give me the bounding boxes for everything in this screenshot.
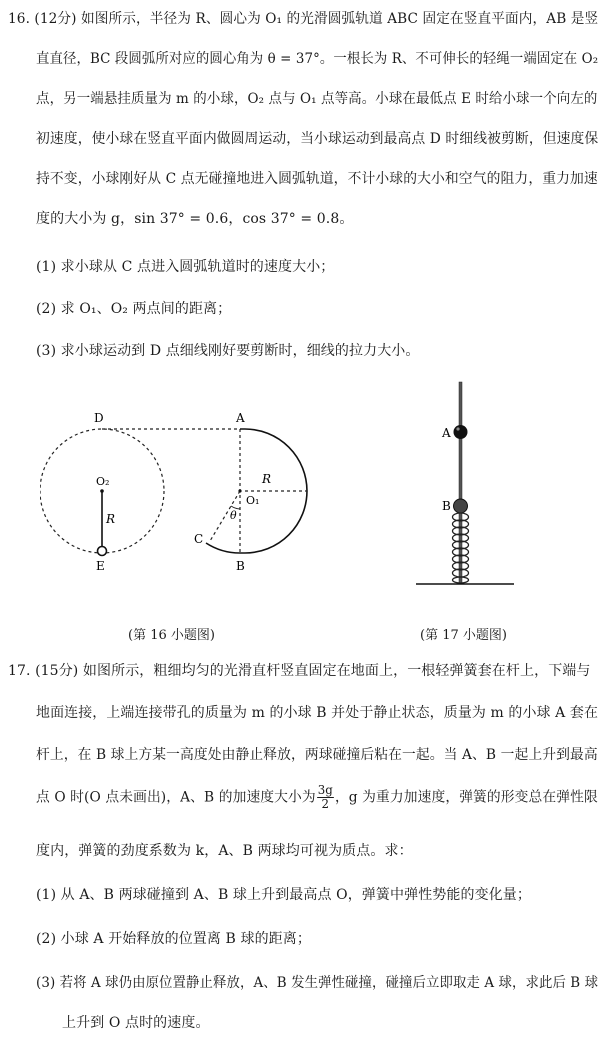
q16-line-6: 度的大小为 g，sin 37° = 0.6，cos 37° = 0.8。: [36, 211, 354, 227]
q17-line-4-pre: 点 O 时(O 点未画出)，A、B 的加速度大小为: [36, 789, 316, 806]
label-b: B: [236, 559, 245, 573]
arc-track-abc: [240, 429, 307, 553]
label-b-17: B: [442, 499, 451, 513]
figure-17-caption: (第 17 小题图): [420, 628, 507, 643]
label-r-right: R: [262, 472, 272, 486]
q16-line-3: 点，另一端悬挂质量为 m 的小球，O₂ 点与 O₁ 点等高。小球在最低点 E 时给小球一个向左的: [36, 91, 598, 107]
q16-sub-2: (2) 求 O₁、O₂ 两点间的距离；: [36, 301, 232, 317]
q17-sub-2: (2) 小球 A 开始释放的位置离 B 球的距离；: [36, 931, 311, 947]
label-e: E: [96, 559, 105, 573]
label-theta: θ: [230, 509, 237, 522]
label-o2: O₂: [96, 475, 110, 488]
q16-sub-3: (3) 求小球运动到 D 点细线刚好要剪断时，细线的拉力大小。: [36, 343, 420, 359]
figure-16-caption: (第 16 小题图): [128, 628, 215, 643]
label-a: A: [236, 411, 245, 425]
q17-line-2: 地面连接，上端连接带孔的质量为 m 的小球 B 并处于静止状态，质量为 m 的小球 A 套在: [36, 705, 599, 721]
q17-sub-3-line-2: 上升到 O 点时的速度。: [62, 1015, 210, 1031]
fraction-3g-over-2: [317, 784, 334, 811]
q17-line-5: 度内，弹簧的劲度系数为 k，A、B 两球均可视为质点。求：: [36, 843, 413, 859]
ball-a: [454, 425, 468, 439]
q16-sub-1: (1) 求小球从 C 点进入圆弧轨道时的速度大小；: [36, 259, 335, 275]
q17-line-4: [36, 784, 598, 811]
fraction-denominator: 2: [321, 797, 330, 811]
label-a-17: A: [442, 426, 451, 440]
arc-track-bc: [206, 543, 240, 553]
q16-line-5: 持不变，小球刚好从 C 点无碰撞地进入圆弧轨道，不计小球的大小和空气的阻力，重力加速: [36, 171, 598, 187]
q16-line-1: 16. (12分) 如图所示，半径为 R、圆心为 O₁ 的光滑圆弧轨道 ABC 固定在竖直平面内，AB 是竖: [8, 11, 599, 27]
ball-b: [454, 499, 468, 513]
q17-line-3: 杆上，在 B 球上方某一高度处由静止释放，两球碰撞后粘在一起。当 A、B 一起上升到最高: [36, 747, 598, 763]
point-o1: [238, 489, 241, 492]
figure-16: [40, 405, 310, 575]
q17-line-4-post: ，g 为重力加速度，弹簧的形变总在弹性限: [334, 789, 598, 806]
q17-sub-3-line-1: (3) 若将 A 球仍由原位置静止释放，A、B 发生弹性碰撞，碰撞后立即取走 A 球，求此后 B 球: [36, 975, 599, 991]
q16-line-2: 直直径，BC 段圆弧所对应的圆心角为 θ = 37°。一根长为 R、不可伸长的轻绳一端固定在 O₂: [36, 51, 599, 67]
q16-line-4: 初速度，使小球在竖直平面内做圆周运动，当小球运动到最高点 D 时细线被剪断，但速度保: [36, 131, 599, 147]
ball-e: [98, 547, 107, 556]
label-d: D: [94, 411, 104, 425]
figure-17: [410, 380, 520, 590]
fraction-numerator: 3g: [317, 783, 333, 797]
ball-a-highlight: [456, 427, 459, 430]
q17-line-1: 17. (15分) 如图所示，粗细均匀的光滑直杆竖直固定在地面上，一根轻弹簧套在杆上，下端与: [8, 663, 591, 679]
label-r-left: R: [106, 512, 116, 526]
label-c: C: [194, 532, 204, 546]
label-o1: O₁: [246, 494, 260, 507]
q17-sub-1: (1) 从 A、B 两球碰撞到 A、B 球上升到最高点 O，弹簧中弹性势能的变化量；: [36, 887, 532, 903]
vertical-rod: [459, 382, 462, 584]
